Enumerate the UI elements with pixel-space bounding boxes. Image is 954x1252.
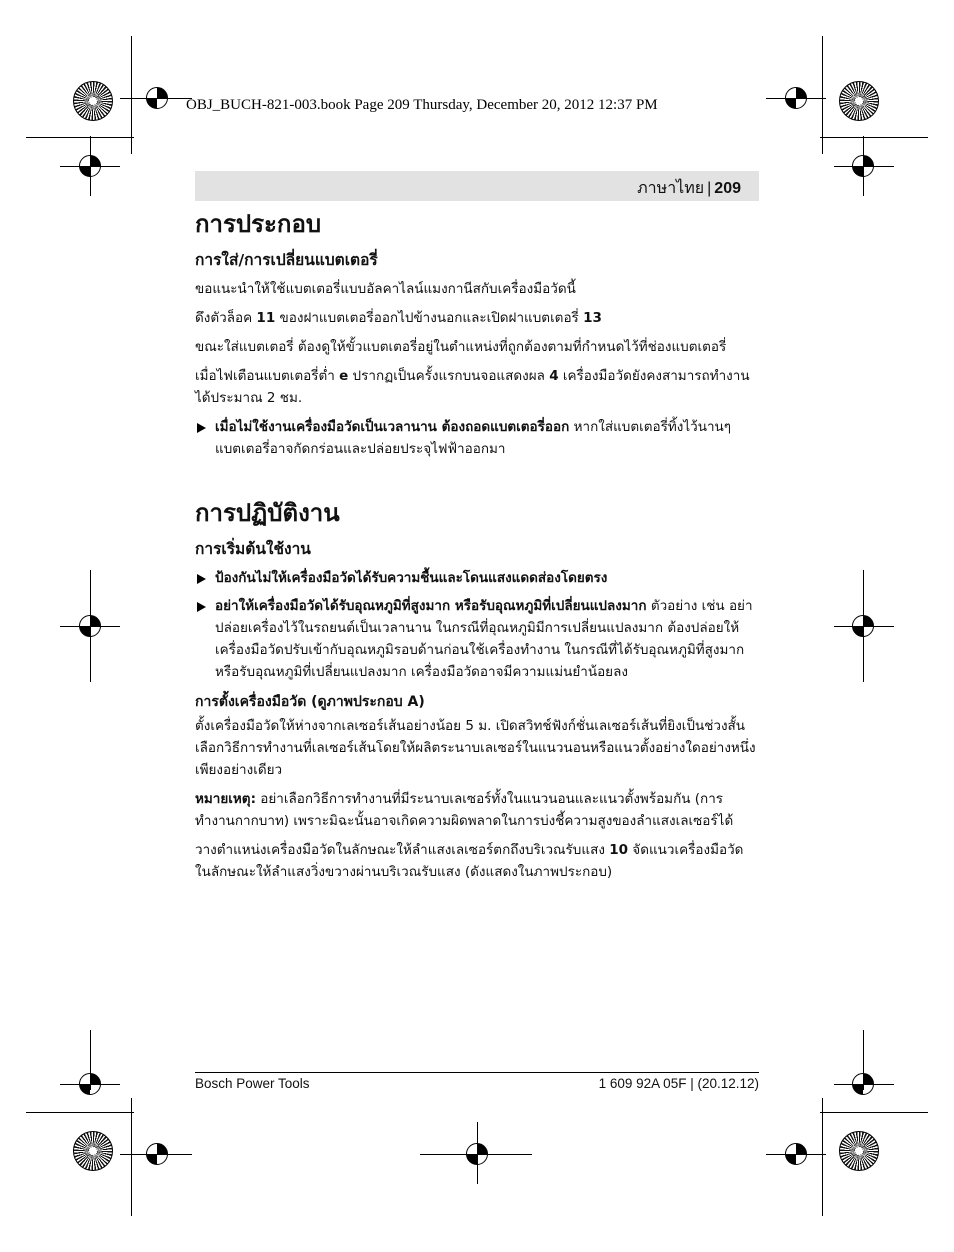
warning-bold: ป้องกันไม่ให้เครื่องมือวัดได้รับความชื้นและโดนแสงแดดส่องโดยตรง xyxy=(215,570,608,586)
text: เครื่องมือวัดยังคงสามารถทำงานได้ประมาณ 2 ชม. xyxy=(195,368,750,406)
header-language: ภาษาไทย xyxy=(637,180,705,197)
ref-number: 11 xyxy=(256,310,276,326)
registration-target-icon xyxy=(852,615,874,637)
color-rosette-mark xyxy=(839,1131,879,1171)
text: ปรากฏเป็นครั้งแรกบนจอแสดงผล xyxy=(348,368,550,384)
header-text xyxy=(637,176,741,201)
registration-target-icon xyxy=(146,1143,168,1165)
footer-doc-number: 1 609 92A 05F | (20.12.12) xyxy=(598,1076,759,1091)
text: เมื่อไฟเตือนแบตเตอรี่ต่ำ xyxy=(195,368,340,384)
triangle-bullet-icon xyxy=(197,423,206,433)
note-text: อย่าเลือกวิธีการทำงานที่มีระนาบเลเซอร์ทั้งในแนวนอนและแนวตั้งพร้อมกัน (การทำงานกากบาท) เพราะมิฉะนั้นอาจเกิดความผิดพลาดในการบ่งชี้ความสูงของลำแสงเลเซอร์ได้ xyxy=(195,791,734,829)
subheading-startup: การเริ่มต้นใช้งาน xyxy=(195,540,311,558)
paragraph xyxy=(195,839,759,883)
registration-target-icon xyxy=(79,1073,101,1095)
subheading-battery: การใส่/การเปลี่ยนแบตเตอรี่ xyxy=(195,251,378,269)
color-rosette-mark xyxy=(73,1131,113,1171)
warning-bold: เมื่อไม่ใช้งานเครื่องมือวัดเป็นเวลานาน ต้องถอดแบตเตอรี่ออก xyxy=(215,419,570,435)
text: ดึงตัวล็อค xyxy=(195,310,257,326)
text: ของฝาแบตเตอรี่ออกไปข้างนอกและเปิดฝาแบตเตอรี่ xyxy=(275,310,584,326)
triangle-bullet-icon xyxy=(197,602,206,612)
print-slug: OBJ_BUCH-821-003.book Page 209 Thursday, December 20, 2012 12:37 PM xyxy=(186,97,658,113)
note-label: หมายเหตุ: xyxy=(195,791,256,807)
text: จัดแนวเครื่องมือวัดในลักษณะให้ลำแสงวิ่งขวางผ่านบริเวณรับแสง (ดังแสดงในภาพประกอบ) xyxy=(195,842,744,880)
footer-divider xyxy=(195,1072,759,1073)
page-header xyxy=(195,171,759,201)
ref-letter: e xyxy=(339,368,349,384)
ref-number: 13 xyxy=(583,310,602,326)
warning-item xyxy=(195,567,759,589)
registration-target-icon xyxy=(146,87,168,109)
paragraph: ตั้งเครื่องมือวัดให้ห่างจากเลเซอร์เส้นอย่างน้อย 5 ม. เปิดสวิทช์ฟังก์ชั่นเลเซอร์เส้นที่ยิงเป็นช่วงสั้น เลือกวิธีการทำงานที่เลเซอร์เส้นโดยให้ผลิตระนาบเลเซอร์ในแนวนอนหรือแนวตั้งอย่างใดอย่างหนึ่งเพียงอย่างเดียว xyxy=(195,718,756,778)
warning-bold: อย่าให้เครื่องมือวัดได้รับอุณหภูมิที่สูงมาก หรือรับอุณหภูมิที่เปลี่ยนแปลงมาก xyxy=(215,598,647,614)
header-separator: | xyxy=(707,180,712,197)
registration-target-icon xyxy=(852,155,874,177)
section-title-operation: การปฏิบัติงาน xyxy=(195,499,340,527)
section-title-assembly: การประกอบ xyxy=(195,210,322,238)
color-rosette-mark xyxy=(73,81,113,121)
registration-target-icon xyxy=(466,1143,488,1165)
ref-number: 4 xyxy=(549,368,559,384)
crop-line xyxy=(820,1112,928,1113)
crop-line xyxy=(26,1112,134,1113)
crop-line xyxy=(131,1098,132,1216)
registration-target-icon xyxy=(852,1073,874,1095)
warning-list xyxy=(195,416,759,460)
registration-target-icon xyxy=(79,615,101,637)
registration-target-icon xyxy=(79,155,101,177)
warning-text: หากใส่แบตเตอรี่ทิ้งไว้นานๆ แบตเตอรี่อาจกัดกร่อนและปล่อยประจุไฟฟ้าออกมา xyxy=(215,419,732,457)
page-number: 209 xyxy=(714,180,741,197)
registration-target-icon xyxy=(785,1143,807,1165)
warning-text: ตัวอย่าง เช่น อย่าปล่อยเครื่องไว้ในรถยนต์เป็นเวลานาน ในกรณีที่อุณหภูมิมีการเปลี่ยนแปลงมาก ต้องปล่อยให้เครื่องมือวัดปรับเข้ากับอุณหภูมิรอบด้านก่อนใช้เครื่องทำงาน ในกรณีที่ได้รับอุณหภูมิที่สูงมาก หรือรับอุณหภูมิที่เปลี่ยนแปลงมาก เครื่องมือวัดอาจมีความแม่นยำน้อยลง xyxy=(215,598,753,680)
note-paragraph xyxy=(195,788,759,832)
registration-target-icon xyxy=(785,87,807,109)
page-content xyxy=(195,206,759,890)
warning-item xyxy=(195,595,759,683)
color-rosette-mark xyxy=(839,81,879,121)
ref-number: 10 xyxy=(609,842,628,858)
subheading-setup: การตั้งเครื่องมือวัด (ดูภาพประกอบ A) xyxy=(195,694,425,710)
paragraph xyxy=(195,307,759,329)
triangle-bullet-icon xyxy=(197,574,206,584)
paragraph: ขอแนะนำให้ใช้แบตเตอรี่แบบอัลคาไลน์แมงกานีสกับเครื่องมือวัดนี้ xyxy=(195,281,576,297)
crop-line xyxy=(822,1098,823,1216)
warning-item xyxy=(195,416,759,460)
paragraph: ขณะใส่แบตเตอรี่ ต้องดูให้ขั้วแบตเตอรี่อยู่ในตำแหน่งที่ถูกต้องตามที่กำหนดไว้ที่ช่องแบตเตอรี่ xyxy=(195,339,727,355)
crop-line xyxy=(26,137,134,138)
crop-line xyxy=(820,137,928,138)
paragraph xyxy=(195,365,759,409)
text: วางตำแหน่งเครื่องมือวัดในลักษณะให้ลำแสงเลเซอร์ตกถึงบริเวณรับแสง xyxy=(195,842,610,858)
footer-brand: Bosch Power Tools xyxy=(195,1076,310,1091)
warning-list xyxy=(195,567,759,683)
